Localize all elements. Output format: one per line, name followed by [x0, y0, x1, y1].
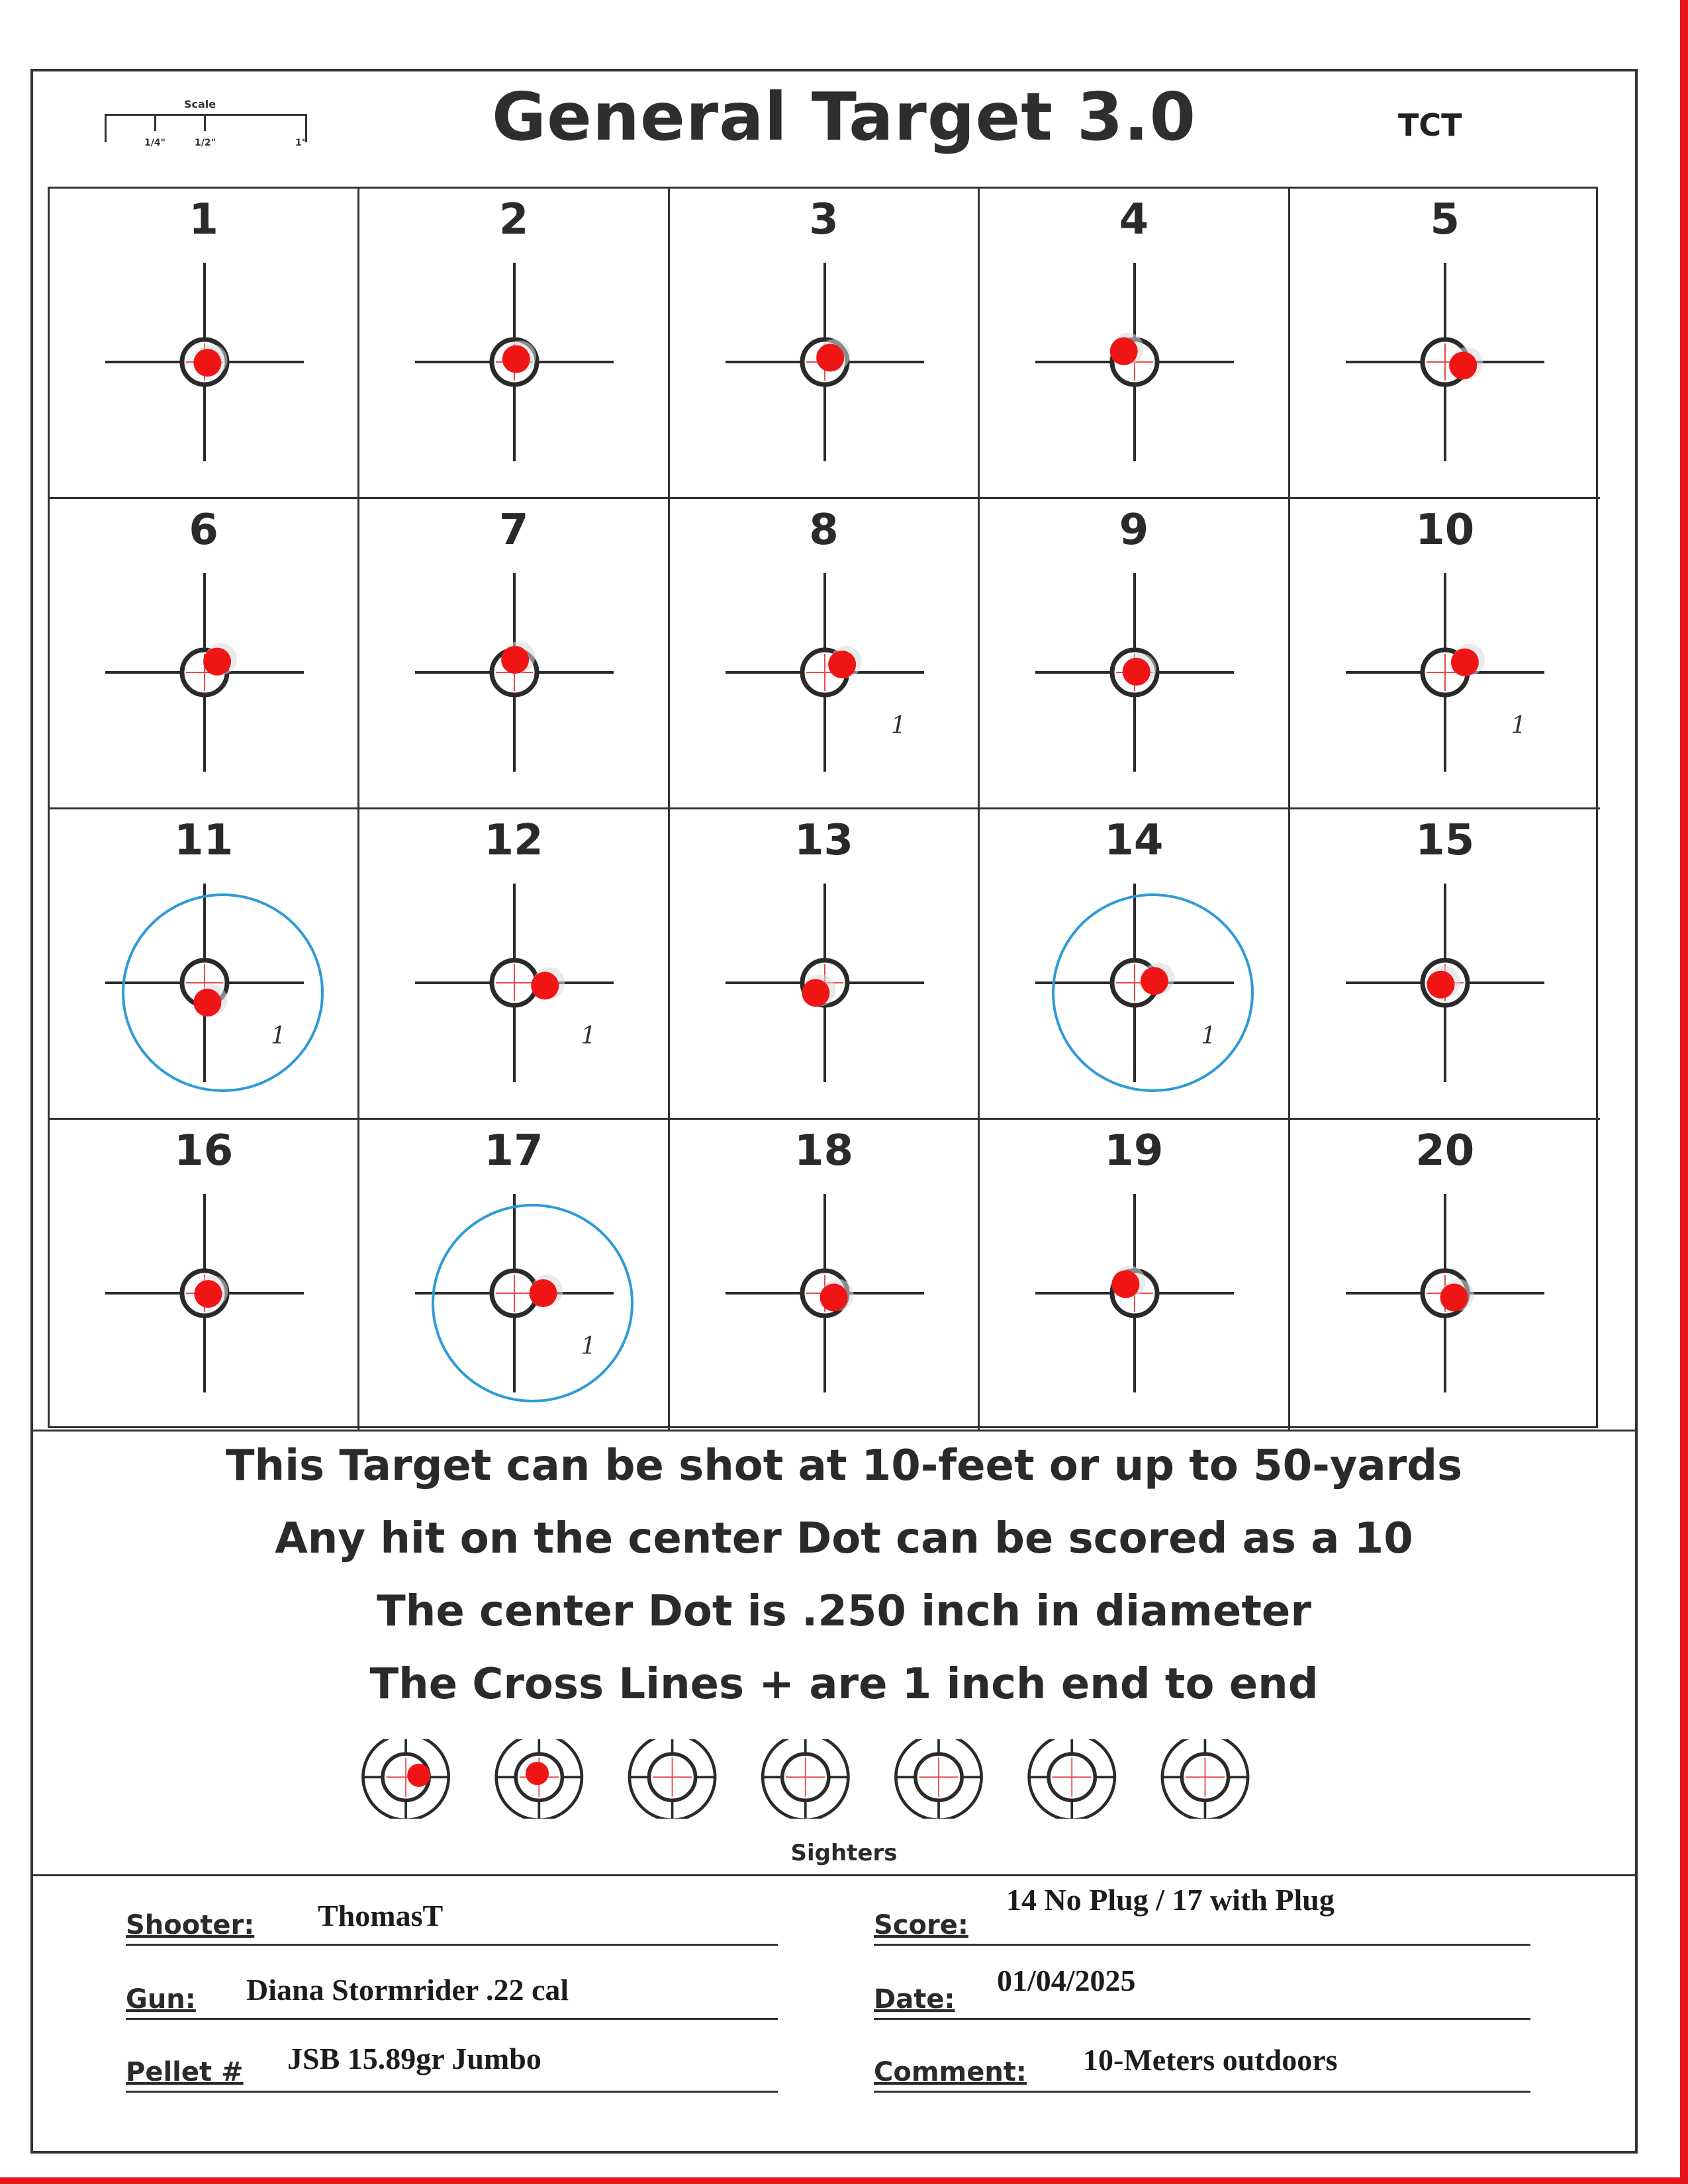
crosshair-target — [670, 809, 980, 1120]
handwritten-note: 1 — [1511, 712, 1526, 739]
target-cell — [1290, 499, 1600, 809]
field-underline — [874, 1944, 1530, 1946]
target-cell — [50, 809, 359, 1120]
crosshair-target — [670, 499, 980, 809]
date-field[interactable] — [874, 1964, 1530, 2020]
comment-field[interactable] — [874, 2043, 1530, 2093]
sighter-target — [1029, 1739, 1115, 1819]
target-cell — [670, 189, 980, 499]
target-number: 15 — [1415, 816, 1475, 865]
target-number: 2 — [498, 195, 529, 244]
sighter-target — [896, 1739, 981, 1819]
pellet-hole — [194, 1280, 222, 1308]
page-edge-bottom — [0, 2177, 1688, 2184]
pellet-hole — [1112, 1270, 1140, 1298]
target-number: 6 — [189, 506, 218, 555]
target-cell — [1290, 189, 1600, 499]
sighter-target — [630, 1739, 715, 1819]
shooter-label: Shooter: — [126, 1910, 255, 1940]
target-number: 14 — [1104, 816, 1164, 865]
pellet-hole — [816, 343, 844, 371]
crosshair-target — [980, 499, 1289, 809]
target-cell — [1290, 1120, 1600, 1430]
target-number: 12 — [484, 816, 543, 865]
target-grid — [48, 187, 1598, 1428]
crosshair-target — [1290, 499, 1600, 809]
target-cell — [359, 189, 669, 499]
gun-field[interactable] — [126, 1974, 778, 2020]
crosshair-target — [980, 1120, 1289, 1430]
sighter-target — [496, 1739, 582, 1819]
target-number: 13 — [794, 816, 854, 865]
scale-label: Scale — [184, 98, 216, 111]
field-underline — [126, 2018, 778, 2020]
crosshair-target — [1290, 189, 1600, 499]
scale-tick-label: 1/2" — [195, 138, 216, 148]
score-field[interactable] — [874, 1883, 1530, 1946]
date-value: 01/04/2025 — [997, 1964, 1136, 1997]
target-number: 19 — [1104, 1126, 1164, 1175]
shooter-value: ThomasT — [318, 1899, 444, 1933]
crosshair-target — [1290, 1120, 1600, 1430]
info-line: This Target can be shot at 10-feet or up to 50-yards — [225, 1441, 1463, 1490]
sighter-target — [763, 1739, 848, 1819]
pellet-hole — [502, 345, 530, 373]
sighter-target — [1162, 1739, 1248, 1819]
pellet-field[interactable] — [126, 2042, 778, 2093]
target-cell — [50, 189, 359, 499]
target-number: 20 — [1415, 1126, 1475, 1175]
pellet-hole — [501, 646, 529, 674]
pellet-hole — [407, 1764, 430, 1787]
score-value: 14 No Plug / 17 with Plug — [1006, 1883, 1335, 1917]
highlight-circle — [432, 1204, 633, 1402]
target-cell — [50, 499, 359, 809]
target-cell — [670, 1120, 980, 1430]
target-cell — [670, 809, 980, 1120]
pellet-hole — [802, 979, 829, 1007]
target-cell — [359, 1120, 669, 1430]
score-label: Score: — [874, 1910, 968, 1940]
crosshair-target — [359, 499, 669, 809]
pellet-hole — [1440, 1284, 1468, 1312]
crosshair-target — [359, 809, 669, 1120]
target-cell — [1290, 809, 1600, 1120]
target-number: 11 — [174, 816, 234, 865]
brand-mark: TCT — [1398, 107, 1462, 143]
comment-value: 10-Meters outdoors — [1083, 2043, 1338, 2077]
gun-value: Diana Stormrider .22 cal — [246, 1973, 569, 2007]
pellet-hole — [828, 651, 856, 678]
pellet-hole — [1427, 971, 1454, 999]
sighter-row — [324, 1739, 1331, 1819]
target-cell — [980, 1120, 1289, 1430]
pellet-hole — [532, 972, 559, 999]
divider-info — [33, 1430, 1635, 1432]
scale-tick-label: 1" — [295, 138, 307, 148]
target-cell — [980, 189, 1289, 499]
comment-label: Comment: — [874, 2057, 1027, 2087]
target-number: 10 — [1415, 506, 1475, 555]
target-number: 9 — [1119, 506, 1149, 555]
target-number: 17 — [484, 1126, 543, 1175]
info-line: Any hit on the center Dot can be scored as a 10 — [275, 1514, 1413, 1563]
crosshair-target — [980, 189, 1289, 499]
crosshair-target — [1290, 809, 1600, 1120]
field-underline — [874, 2091, 1530, 2093]
target-number: 4 — [1119, 195, 1149, 244]
crosshair-target — [50, 1120, 359, 1430]
gun-label: Gun: — [126, 1984, 196, 2015]
target-number: 1 — [189, 195, 218, 244]
shooter-field[interactable] — [126, 1899, 778, 1946]
target-number: 5 — [1430, 195, 1460, 244]
pellet-hole — [193, 349, 221, 377]
crosshair-target — [670, 189, 980, 499]
sighters-label: Sighters — [790, 1840, 898, 1866]
highlight-circle — [122, 893, 324, 1092]
crosshair-target — [50, 189, 359, 499]
scale-tick-label: 1/4" — [144, 138, 165, 148]
pellet-hole — [1449, 351, 1477, 379]
date-label: Date: — [874, 1984, 955, 2015]
target-number: 7 — [498, 506, 529, 555]
target-number: 3 — [809, 195, 839, 244]
target-cell — [980, 499, 1289, 809]
field-underline — [126, 2091, 778, 2093]
pellet-hole — [820, 1284, 847, 1312]
target-cell — [50, 1120, 359, 1430]
target-cell — [980, 809, 1289, 1120]
pellet-hole — [203, 648, 231, 676]
field-underline — [126, 1944, 778, 1946]
target-number: 16 — [174, 1126, 234, 1175]
target-number: 8 — [809, 506, 839, 555]
pellet-hole — [1110, 338, 1138, 365]
highlight-circle — [1052, 893, 1254, 1092]
target-cell — [359, 499, 669, 809]
pellet-hole — [1451, 649, 1479, 676]
crosshair-target — [50, 499, 359, 809]
pellet-value: JSB 15.89gr Jumbo — [287, 2042, 541, 2075]
info-line: The center Dot is .250 inch in diameter — [377, 1587, 1311, 1636]
page-title: General Target 3.0 — [491, 78, 1197, 156]
sighter-target — [363, 1739, 448, 1819]
info-line: The Cross Lines + are 1 inch end to end — [369, 1660, 1319, 1709]
pellet-hole — [526, 1762, 549, 1785]
handwritten-note: 1 — [890, 712, 906, 739]
handwritten-note: 1 — [581, 1333, 596, 1360]
handwritten-note: 1 — [1201, 1023, 1217, 1050]
target-cell — [670, 499, 980, 809]
pellet-hole — [1123, 658, 1150, 686]
target-number: 18 — [794, 1126, 854, 1175]
crosshair-target — [670, 1120, 980, 1430]
target-cell — [359, 809, 669, 1120]
divider-form — [33, 1874, 1635, 1876]
field-underline — [874, 2018, 1530, 2020]
pellet-label: Pellet # — [126, 2057, 244, 2087]
crosshair-target — [359, 189, 669, 499]
handwritten-note: 1 — [581, 1023, 596, 1050]
handwritten-note: 1 — [271, 1023, 286, 1050]
